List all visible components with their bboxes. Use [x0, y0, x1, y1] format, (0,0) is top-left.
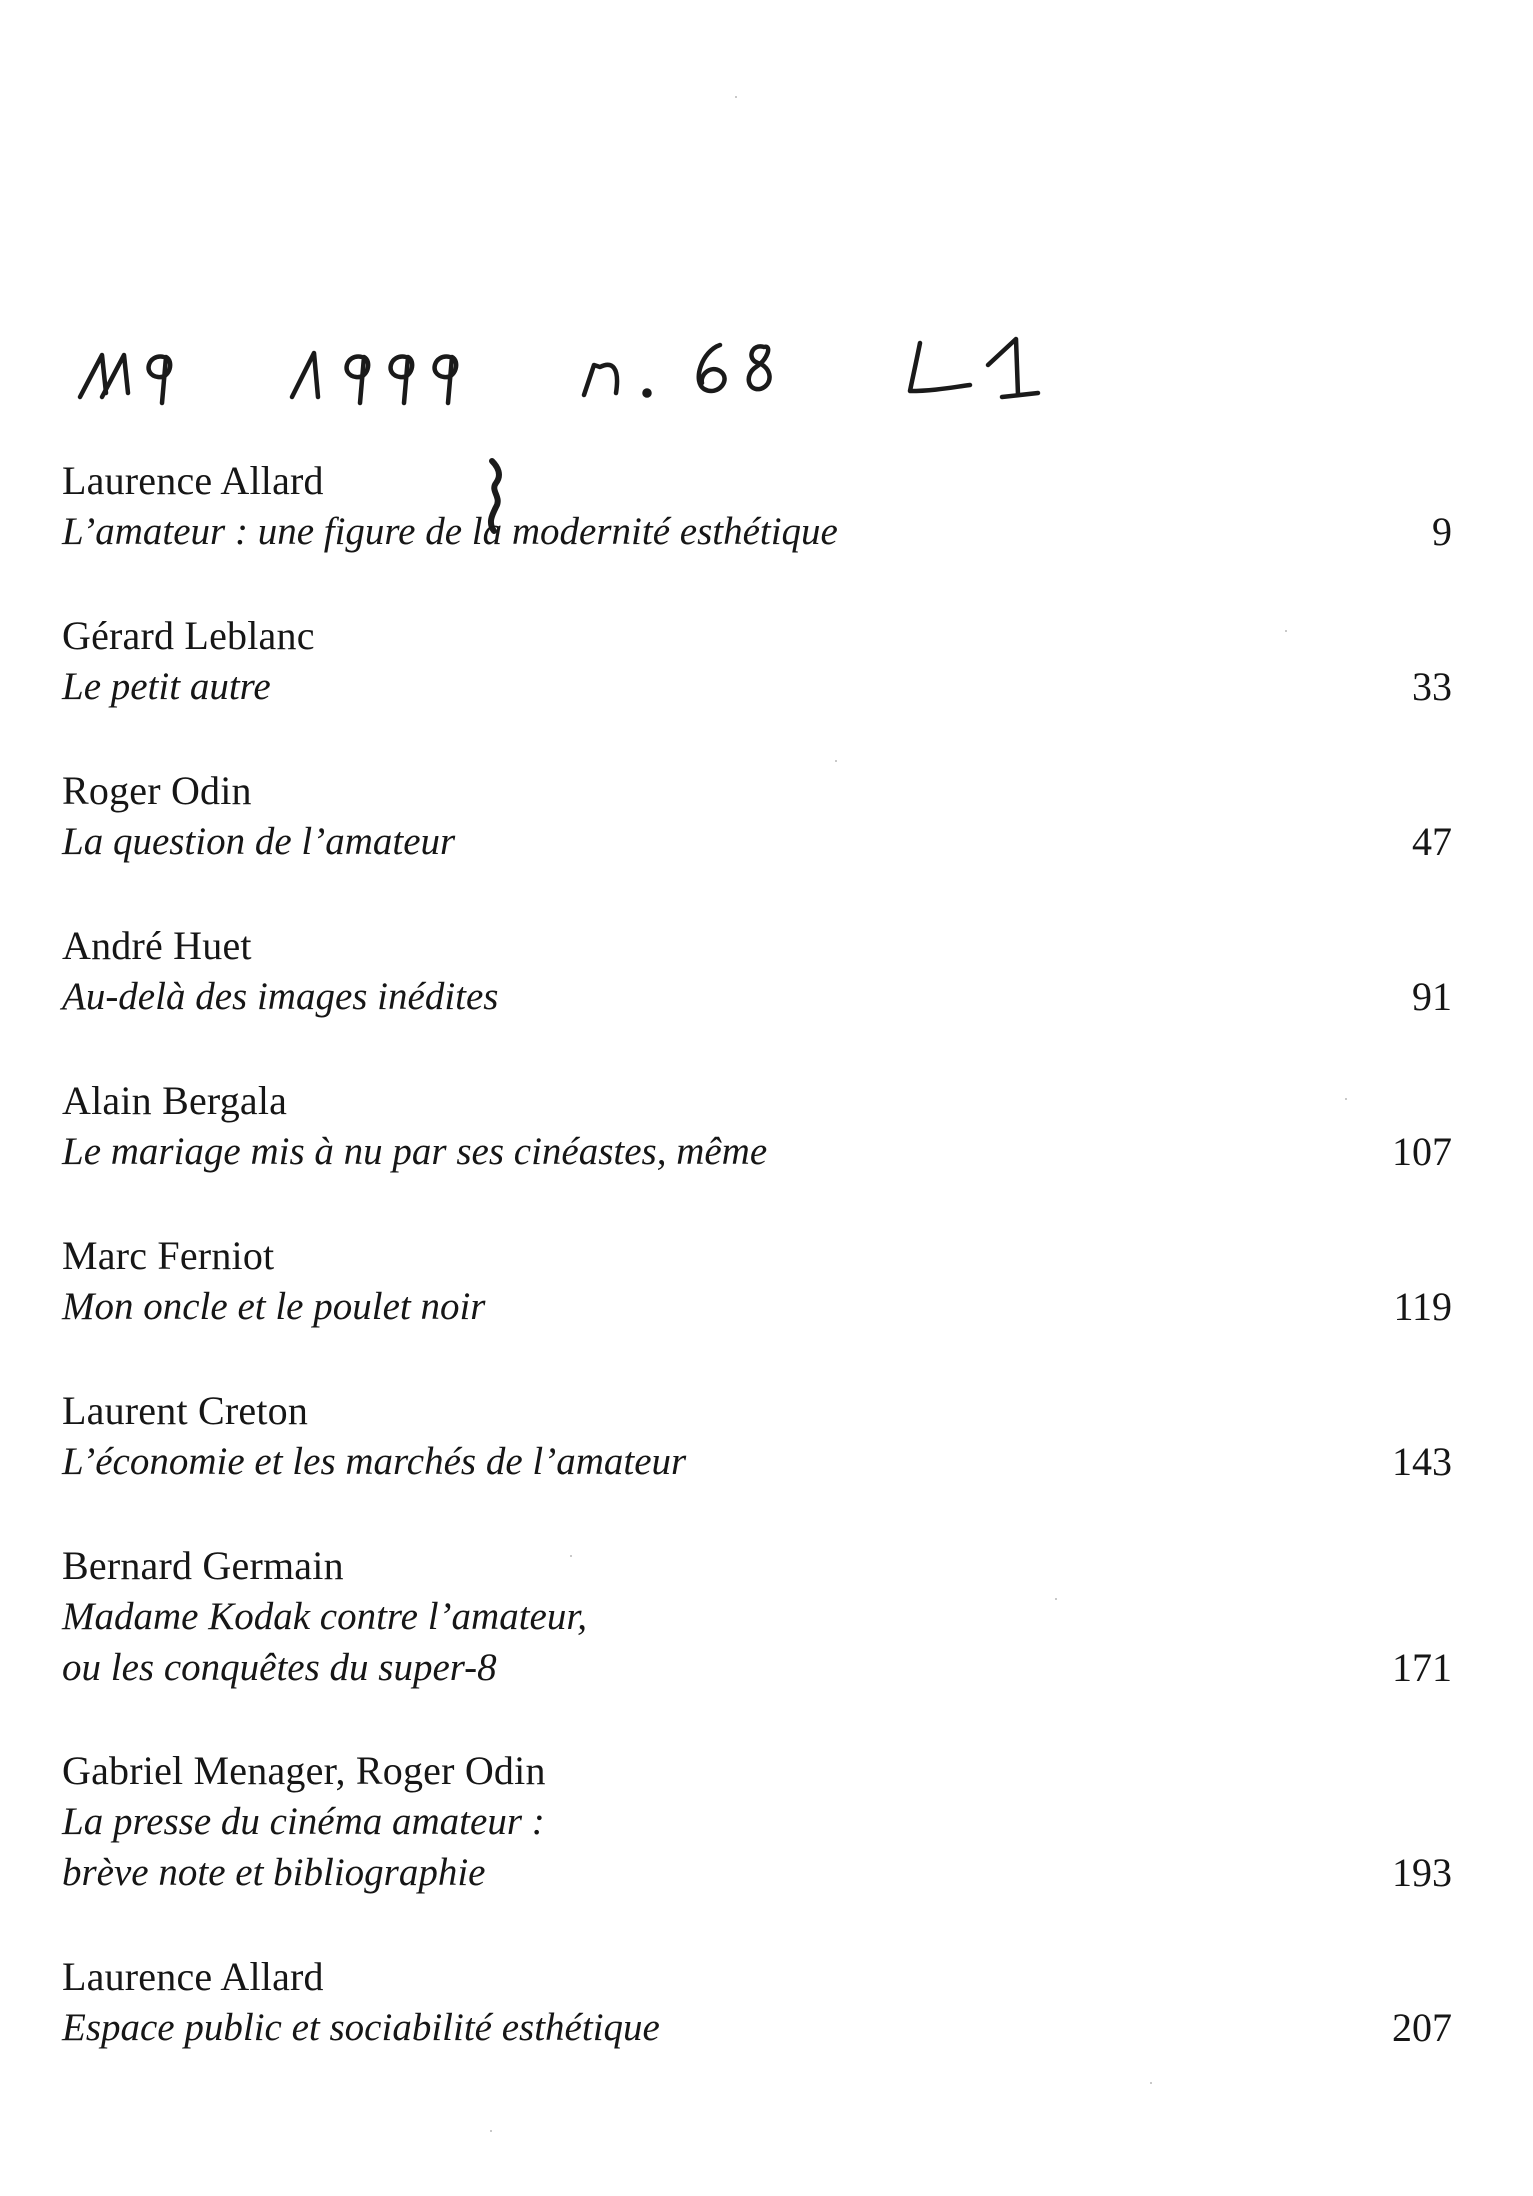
scan-speck [735, 96, 737, 98]
toc-entry [62, 1075, 1452, 1177]
toc-title: Madame Kodak contre l’amateur, [62, 1595, 587, 1638]
toc-entry [62, 1540, 1452, 1693]
toc-author: Gérard Leblanc [62, 613, 315, 658]
toc-author: Alain Bergala [62, 1078, 288, 1123]
toc-title: La presse du cinéma amateur : [62, 1800, 545, 1843]
toc-author: Laurence Allard [62, 1954, 324, 1999]
toc-page-number: 193 [1392, 1850, 1452, 1895]
toc-page-number: 33 [1412, 664, 1452, 709]
toc-title: L’amateur : une figure de la modernité esthétique [62, 510, 838, 553]
toc-entry [62, 610, 1452, 712]
toc-title: L’économie et les marchés de l’amateur [62, 1440, 687, 1483]
toc-entry [62, 1951, 1452, 2053]
toc-title: Espace public et sociabilité esthétique [62, 2006, 660, 2049]
toc-entry [62, 1385, 1452, 1487]
toc-entry [62, 1745, 1452, 1898]
toc-author: Laurence Allard [62, 458, 324, 503]
scan-speck [490, 2130, 492, 2132]
toc-title: brève note et bibliographie [62, 1851, 486, 1894]
toc-author: Bernard Germain [62, 1543, 344, 1588]
toc-page-number: 143 [1392, 1439, 1452, 1484]
toc-page-number: 9 [1432, 509, 1452, 554]
toc-entry [62, 920, 1452, 1022]
toc-entry [62, 1230, 1452, 1332]
toc-title: Au-delà des images inédites [62, 975, 499, 1018]
toc-page-number: 107 [1392, 1129, 1452, 1174]
toc-entry [62, 765, 1452, 867]
scan-speck [1150, 2082, 1152, 2084]
toc-author: André Huet [62, 923, 252, 968]
toc-author: Gabriel Menager, Roger Odin [62, 1748, 546, 1793]
toc-page-number: 171 [1392, 1645, 1452, 1690]
toc-page-number: 47 [1412, 819, 1452, 864]
scan-speck [835, 760, 837, 762]
toc-title: Le mariage mis à nu par ses cinéastes, même [62, 1130, 768, 1173]
toc-author: Laurent Creton [62, 1388, 309, 1433]
toc-title: La question de l’amateur [62, 820, 456, 863]
toc-title: Le petit autre [62, 665, 271, 708]
handwritten-shelf-mark [72, 305, 1072, 415]
toc-page-number: 119 [1393, 1284, 1452, 1329]
toc-author: Marc Ferniot [62, 1233, 275, 1278]
toc-entry [62, 455, 1452, 557]
toc-title: Mon oncle et le poulet noir [62, 1285, 486, 1328]
toc-author: Roger Odin [62, 768, 252, 813]
toc-page-number: 207 [1392, 2005, 1452, 2050]
toc-page-number: 91 [1412, 974, 1452, 1019]
toc-title: ou les conquêtes du super-8 [62, 1646, 497, 1689]
